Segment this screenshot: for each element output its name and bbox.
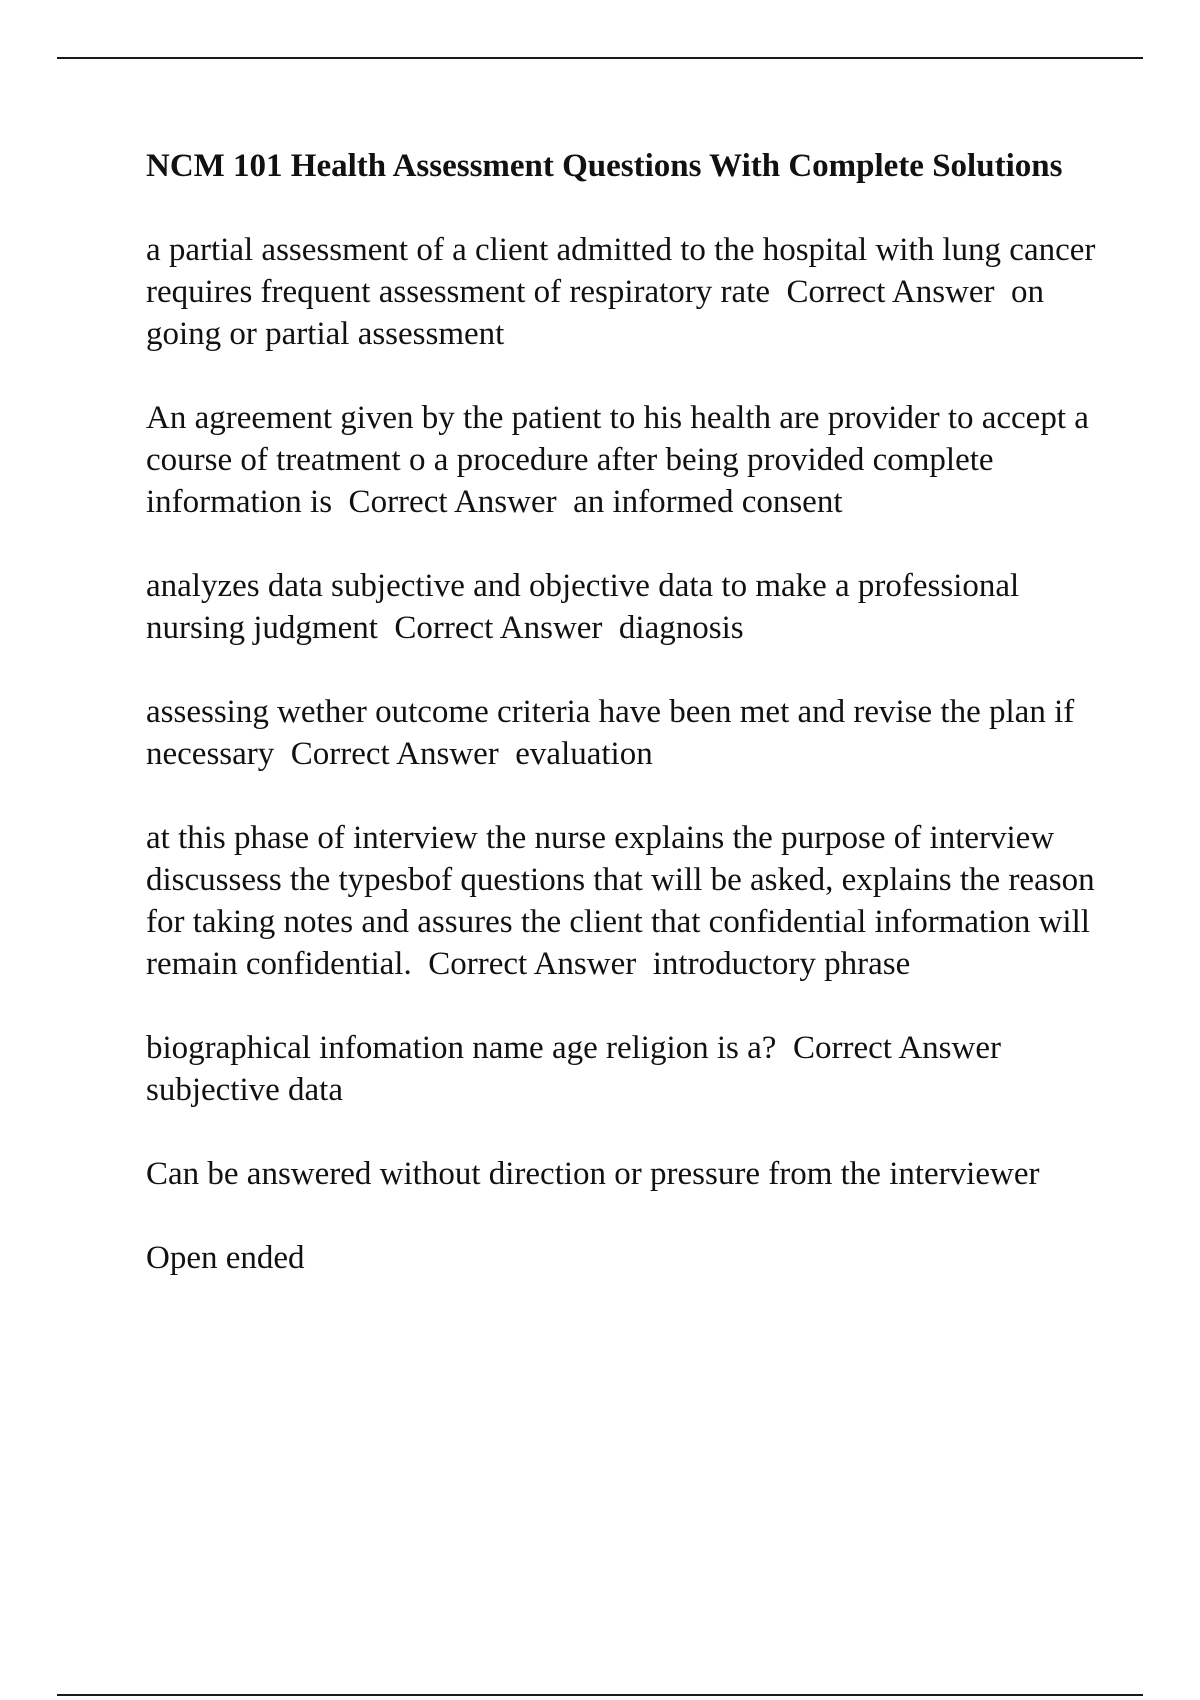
qa-paragraph-1: a partial assessment of a client admitted to the hospital with lung cancer requires frequent assessment of respiratory rate Correct Answer on going or partial assessment xyxy=(146,232,1104,352)
qa-paragraph-5: at this phase of interview the nurse explains the purpose of interview discussess the typesbof questions that will be asked, explains the reason for taking notes and assures the client that confidential information will remain confidential. Correct Answer introductory phrase xyxy=(146,820,1103,982)
qa-paragraph-3: analyzes data subjective and objective data to make a professional nursing judgment Correct Answer diagnosis xyxy=(146,568,1028,646)
qa-paragraph-2: An agreement given by the patient to his health are provider to accept a course of treatment o a procedure after being provided complete information is Correct Answer an informed consent xyxy=(146,400,1098,520)
document-body xyxy=(146,145,1106,1321)
qa-paragraph-8: Open ended xyxy=(146,1240,305,1276)
qa-paragraph-4: assessing wether outcome criteria have been met and revise the plan if necessary Correct Answer evaluation xyxy=(146,694,1083,772)
header-rule xyxy=(57,57,1143,59)
qa-paragraph-7: Can be answered without direction or pressure from the interviewer xyxy=(146,1156,1040,1192)
document-title: NCM 101 Health Assessment Questions With Complete Solutions xyxy=(146,148,1063,184)
qa-paragraph-6: biographical infomation name age religion is a? Correct Answer subjective data xyxy=(146,1030,1018,1108)
footer-rule xyxy=(57,1694,1143,1696)
